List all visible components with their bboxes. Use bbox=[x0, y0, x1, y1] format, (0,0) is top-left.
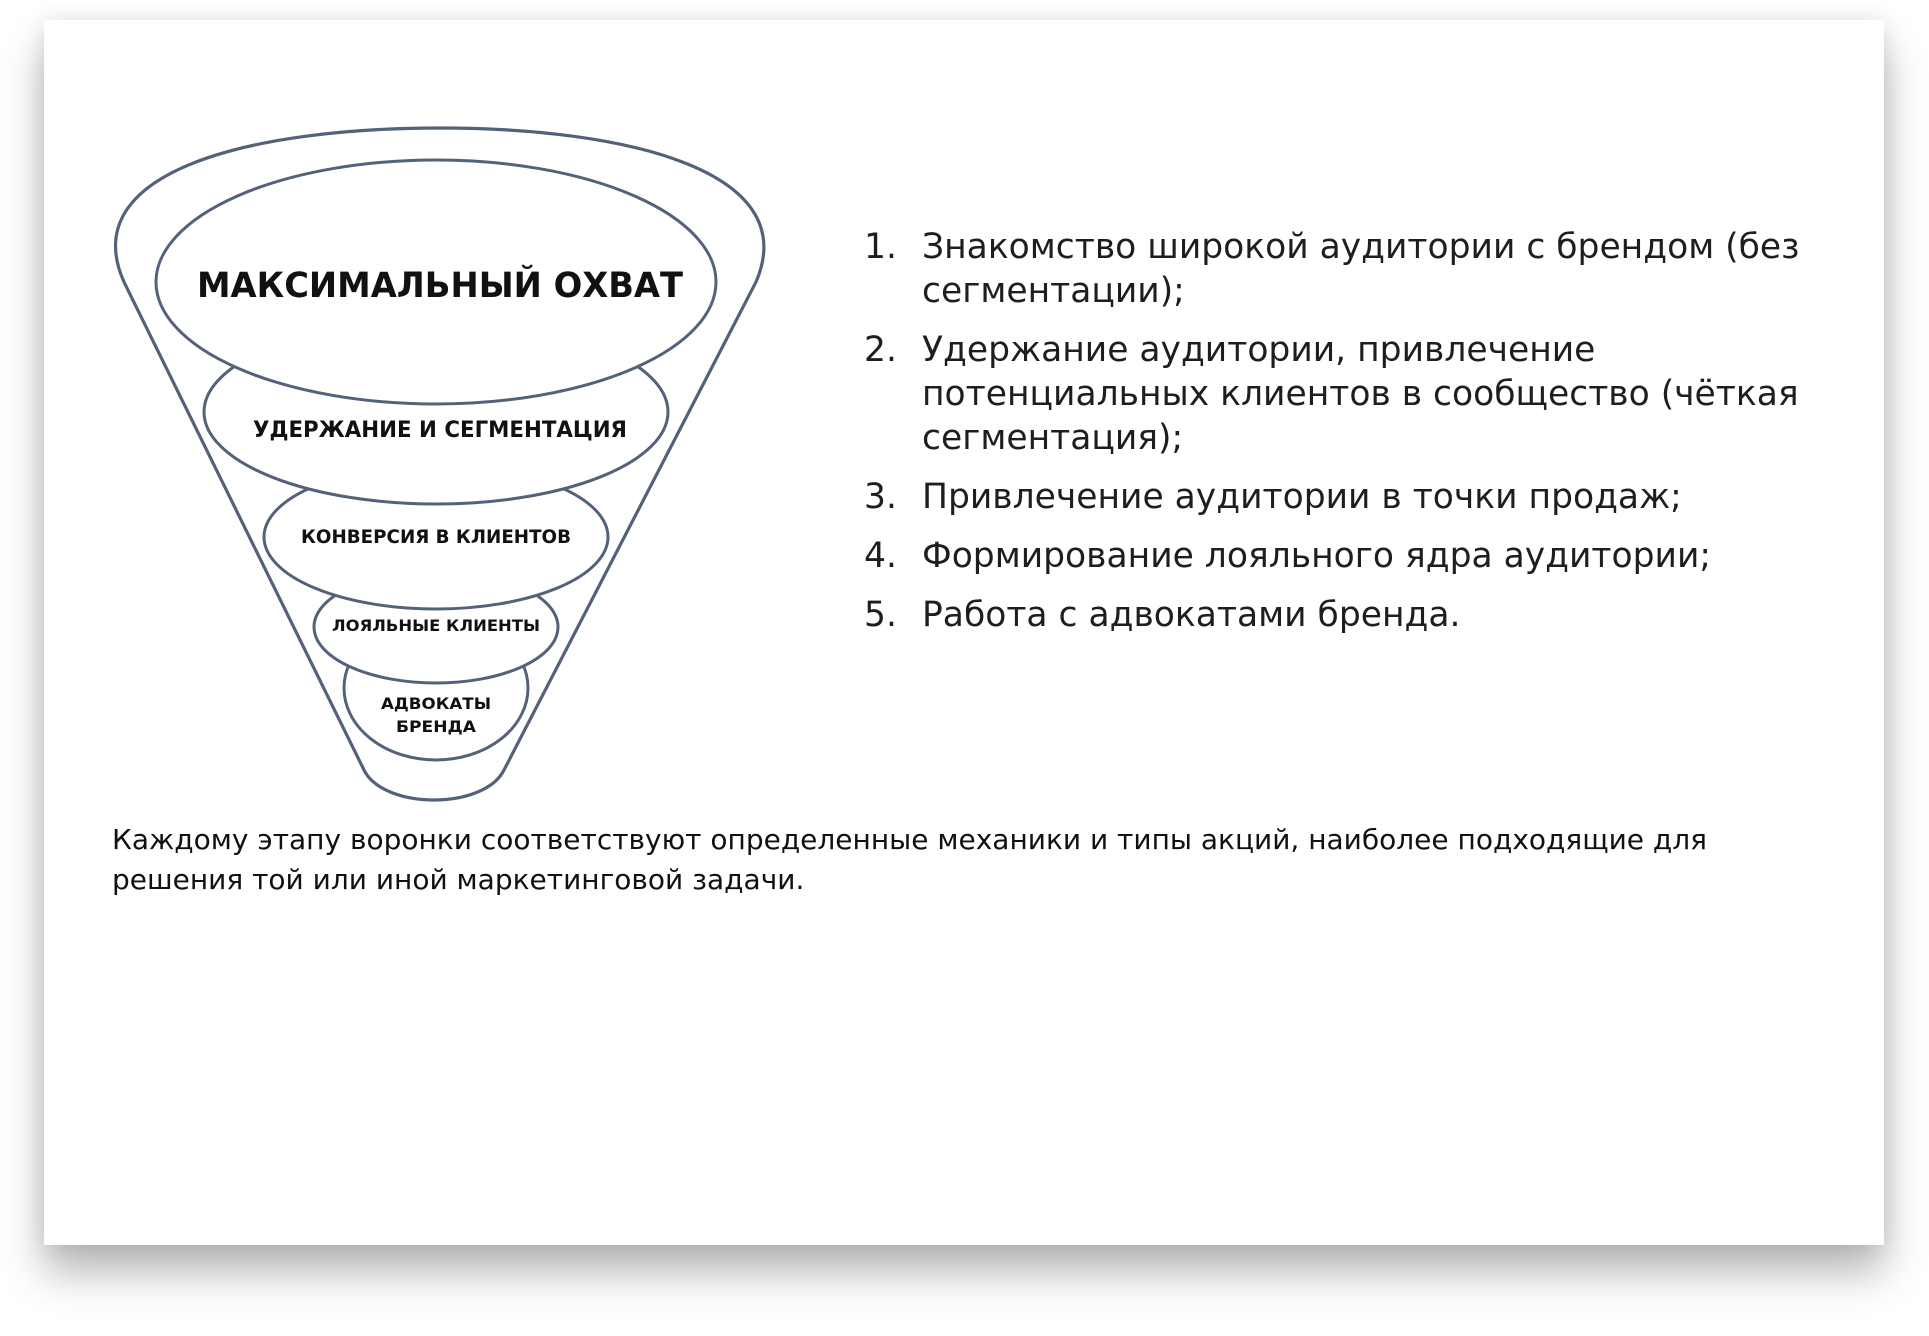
funnel-stage-label: МАКСИМАЛЬНЫЙ ОХВАТ bbox=[197, 266, 702, 306]
list-item-number: 2. bbox=[864, 330, 897, 370]
list-item bbox=[864, 593, 1864, 637]
list-item-text: Удержание аудитории, привлечение потенциальных клиентов в сообщество (чёткая сегментация); bbox=[922, 330, 1799, 458]
list-item bbox=[864, 328, 1864, 460]
funnel-stage-label: АДВОКАТЫ bbox=[381, 694, 491, 713]
list-item bbox=[864, 225, 1864, 313]
list-item-text: Работа с адвокатами бренда. bbox=[922, 595, 1461, 635]
list-item-text: Привлечение аудитории в точки продаж; bbox=[922, 477, 1682, 517]
list-item-number: 4. bbox=[864, 536, 897, 576]
funnel-steps-list bbox=[864, 225, 1864, 652]
funnel-stage-label: БРЕНДА bbox=[396, 717, 477, 736]
slide-card bbox=[44, 20, 1884, 1245]
list-item-number: 3. bbox=[864, 477, 897, 517]
funnel-stage-label: УДЕРЖАНИЕ И СЕГМЕНТАЦИЯ bbox=[253, 418, 627, 443]
list-item bbox=[864, 534, 1864, 578]
funnel-stage-label: КОНВЕРСИЯ В КЛИЕНТОВ bbox=[301, 527, 571, 548]
list-item bbox=[864, 475, 1864, 519]
funnel-stage-label: ЛОЯЛЬНЫЕ КЛИЕНТЫ bbox=[332, 616, 540, 635]
list-item-text: Формирование лояльного ядра аудитории; bbox=[922, 536, 1711, 576]
funnel-description-paragraph: Каждому этапу воронки соответствуют определенные механики и типы акций, наиболее подходящие для решения той или иной маркетинговой задачи. bbox=[112, 823, 1708, 896]
list-item-number: 1. bbox=[864, 227, 897, 267]
funnel-diagram bbox=[44, 20, 844, 820]
list-item-number: 5. bbox=[864, 595, 897, 635]
list-item-text: Знакомство широкой аудитории с брендом (без сегментации); bbox=[922, 227, 1800, 311]
